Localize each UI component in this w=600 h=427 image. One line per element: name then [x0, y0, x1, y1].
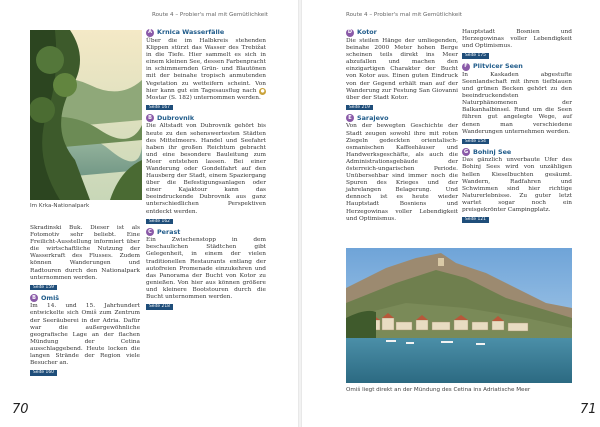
page-ref: Seite 218 [146, 304, 173, 310]
entry-number-badge: F [462, 63, 470, 71]
entry-number-badge: B [30, 294, 38, 302]
entry-number-badge: B [146, 114, 154, 122]
krka-photo [30, 30, 142, 200]
entry-title-text: Dubrovnik [157, 113, 195, 122]
dubrovnik-text: Die Altstadt von Dubrovnik gehört bis heute zu den sehenswertesten Städten des Mittelmeers. Handel und Seefahrt haben ihr großen Reichtum gebracht und eine besondere Bauleitung zum Meer entstehen lassen. Bei einer Wanderung oder Gondelfahrt auf den Hausberg der Stadt, einem Spaziergang über die Befestigungsanlagen oder einer Kajaktour kann das beeindruckende Dubrovnik aus ganz unterschiedlichen Perspektiven entdeckt werden. [146, 123, 266, 215]
right-page [302, 0, 600, 427]
entry-title-text: Sarajevo [357, 113, 389, 122]
page-ref: Seite 160 [30, 370, 57, 376]
running-head-left: Route 4 – Probier's mal mit Gemütlichkeit [152, 12, 268, 18]
left-column-2 [146, 29, 266, 314]
page-ref: Seite 159 [30, 285, 57, 291]
left-column-1 [30, 225, 140, 380]
page-ref: Seite 162 [146, 219, 173, 225]
entry-title-plitvice [462, 63, 572, 71]
omis-text: Im 14. und 15. Jahrhundert entwickelte sich Omiš zum Zentrum der Seeräuberei in der Adria. Dafür war die außergewöhnliche geografische Lage an der flachen Mündung der Cetina ausschlaggebend. Heute locken die langen Strände der Region viele Besucher an. [30, 303, 140, 367]
entry-title-text: Kotor [357, 28, 377, 37]
entry-title-kotor [346, 29, 458, 37]
omis-harbor-image [346, 248, 572, 383]
kotor-text: Die steilen Hänge der umliegenden, beinahe 2000 Meter hohen Berge scheinen teils direkt ins Meer abzufallen und machen den einzigartigen Charakter der Bucht von Kotor aus. Einen guten Eindruck von der Gegend erhält man auf der Wanderung zur Festung San Giovanni über der Stadt Kotor. [346, 38, 458, 101]
omis-photo [346, 248, 572, 383]
entry-title-text: Omiš [41, 293, 60, 302]
entry-number-badge: C [146, 228, 154, 236]
running-head-right: Route 4 – Probier's mal mit Gemütlichkeit [346, 12, 462, 18]
sarajevo-continued-text: Hauptstadt Bosnien und Herzegowinas voller Lebendigkeit und Optimismus. [462, 29, 572, 50]
page-ref: Seite 154 [462, 139, 489, 145]
right-column-1 [346, 29, 458, 225]
entry-title-text: Plitvicer Seen [473, 62, 523, 71]
page-number-right: 71 [580, 402, 597, 417]
entry-number-badge: A [146, 29, 154, 37]
entry-title-text: Perast [157, 227, 181, 236]
bohinj-text: Das gänzlich unverbaute Ufer des Bohinj Sees wird von unzähligen hellen Kieselbuchten gesäumt. Wandern, Radfahren und Schwimmen sind hier richtige Naturerlebnisse. Zu guter letzt wartet sogar noch ein preisgekrönter Campingplatz. [462, 157, 572, 213]
page-ref: Seite 121 [462, 217, 489, 223]
cross-reference-icon: ● [260, 88, 265, 94]
entry-title-perast [146, 228, 266, 236]
entry-title-text: Krnica Wasserfälle [157, 28, 225, 37]
perast-text: Ein Zwischenstopp in dem beschaulichen Städtchen gibt Gelegenheit, in einem der vielen traditionellen Restaurants entlang der autofreien Promenade einzukehren und das Panorama der Bucht von Kotor zu genießen. Von hier aus können größere und kleinere Bootstouren durch die Bucht unternommen werden. [146, 237, 266, 300]
entry-title-bohinj [462, 148, 572, 156]
plitvice-text: In Kaskaden abgestufte Seenlandschaft mit ihren tiefblauen und grünen Becken gehört zu den beeindruckendsten Naturphänomenen der Balkanhalbinsel. Rund um die Seen führen gut angelegte Wege, auf denen man verschiedene Wanderungen unternehmen werden. [462, 71, 572, 135]
entry-title-text: Bohinj See [473, 147, 512, 156]
krka-landscape-image [30, 30, 142, 200]
page-ref: Seite 219 [346, 105, 373, 111]
right-column-2 [462, 29, 572, 227]
krka-photo-caption: Im Krka-Nationalpark [30, 203, 90, 209]
entry-title-omis [30, 294, 140, 302]
entry-number-badge: D [347, 29, 353, 36]
krnica-text: Über die im Halbkreis stehenden Klippen stürzt das Wasser des Trebižat in die Tiefe. Hier sammelt es sich in einem kleinen See, dessen Farbenpracht in schimmernden Grün- und Blautönen mit der beinahe tropisch anmutenden Vegetation zu wetteifern scheint. Von hier kann gut ein Tagesausflug nach ● Mostar (S. 182) unternommen werden. [146, 38, 266, 101]
sarajevo-text: Von der bewegten Geschichte der Stadt zeugen sowohl ihre mit roten Ziegeln gedeckten orientalisch-osmanischen Kaffeehäuser und Handwerksgeschäfte, als auch die Administrationsgebäude der österreich-ungarischen Periode. Unübersehbar sind immer noch die Spuren des Krieges und der jahrelangen Belagerung. Und dennoch ist es heute wieder Hauptstadt Bosniens und Herzegowinas voller Lebendigkeit und Optimismus. [346, 123, 458, 222]
page-ref: Seite 167 [146, 105, 173, 111]
entry-title-krnica [146, 29, 266, 37]
omis-photo-caption: Omiš liegt direkt an der Mündung des Cetina ins Adriatische Meer [346, 387, 531, 393]
left-page [0, 0, 298, 427]
entry-number-badge: E [346, 114, 354, 122]
page-number-left: 70 [12, 402, 29, 417]
entry-title-sarajevo [346, 114, 458, 122]
entry-title-dubrovnik [146, 114, 266, 122]
page-ref: Seite 175 [462, 53, 489, 59]
entry-number-badge: G [463, 148, 469, 155]
krka-continued-text: Skradinski Buk. Dieser ist als Fotomotiv sehr beliebt. Eine Freilicht-Ausstellung informiert über die wirtschaftliche Nutzung der Wasserkraft des Flusses. Zudem können Wanderungen und Radtouren durch den Nationalpark unternommen werden. [30, 225, 140, 281]
